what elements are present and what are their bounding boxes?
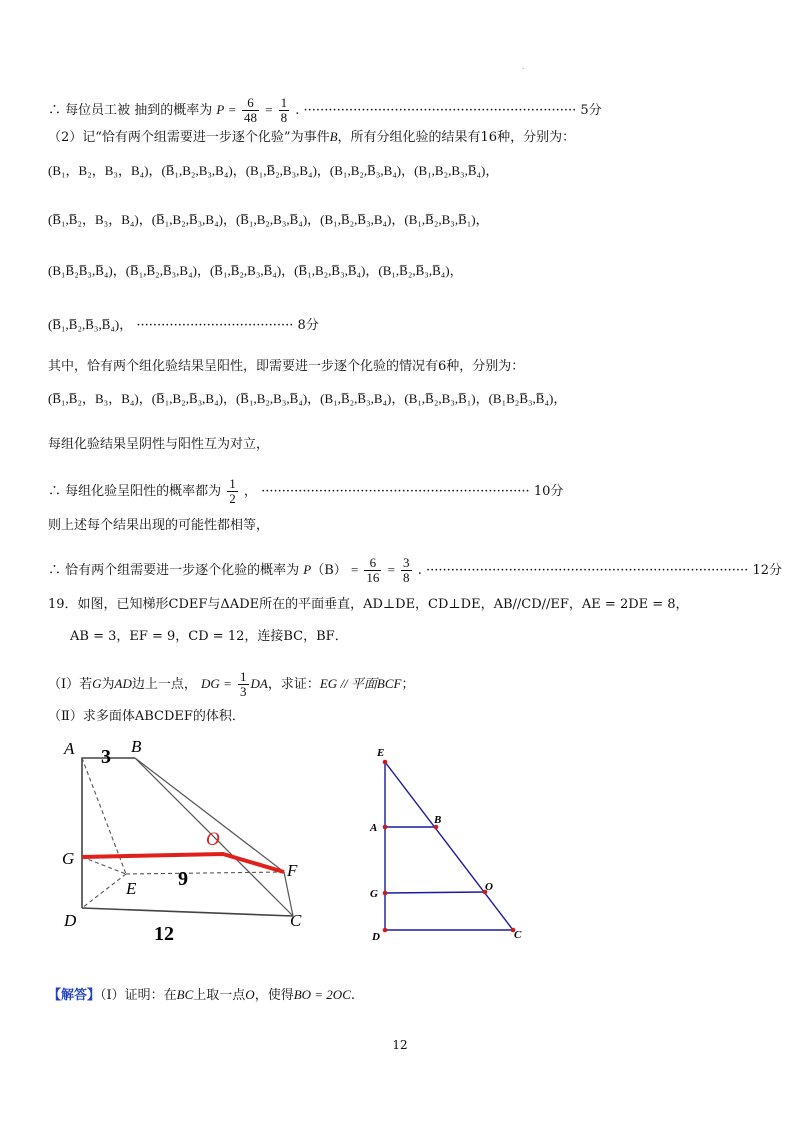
part1-frac: $\frac{1}{3}$ — [240, 669, 247, 699]
outcomes-row-2: (B̅₁,B̅₂，B₃，B₄)，(B̅₁,B₂,B̅₃,B₄)，(B̅₁,B₂,B₃,B̅₄)，(B₁,B̅₂,B̅₃,B₄)，(B₁,B̅₂,B₃,B̅₁)， — [48, 212, 489, 227]
part1-tail: ； — [401, 677, 415, 692]
fig-label-e: E — [126, 879, 137, 898]
line-prob — [48, 556, 782, 585]
edge-e-f — [126, 872, 284, 874]
q19-part1 — [48, 670, 415, 699]
fig-label-twelve: 12 — [154, 923, 174, 945]
point-g — [383, 891, 388, 896]
prob-eq2: = — [387, 562, 395, 577]
part1-pre: （Ⅰ）若 — [48, 677, 93, 692]
line1-dots: ·································································· — [303, 103, 577, 118]
answer-eq: BO = 2OC — [293, 987, 351, 1002]
half-tail: ， — [243, 484, 257, 499]
prob-eq1: = — [350, 562, 359, 577]
fig-label-c: C — [290, 911, 302, 930]
fig-label-f: F — [287, 861, 298, 880]
half-frac: $\frac{1}{2}$ — [229, 476, 236, 506]
line1-eq1: = — [228, 102, 236, 117]
part1-mid2: 边上一点， — [131, 677, 197, 692]
part1-da: DA — [250, 676, 268, 691]
outcomes-row-4-text: (B̅₁,B̅₂,B̅₃,B̅₄)， — [48, 317, 133, 332]
tri-label-c: C — [514, 929, 522, 941]
part1-dg: DG = — [201, 676, 232, 691]
prob-prefix: ∴ 恰有两个组需要进一步逐个化验的概率为 — [48, 563, 300, 578]
prob-arg: （B） — [311, 563, 347, 578]
fig-label-g: G — [62, 849, 75, 868]
fig-label-o: O — [206, 829, 220, 850]
tri-label-a: A — [370, 822, 378, 834]
prob-score: 12分 — [752, 563, 782, 578]
fig-label-d: D — [64, 911, 77, 930]
part1-bcf: BCF — [376, 676, 402, 691]
tri-label-b: B — [434, 814, 442, 826]
row4-dots: ······································ — [136, 318, 294, 333]
fig-label-b: B — [131, 737, 142, 756]
line2-event: B — [329, 129, 338, 144]
line-opposite: 每组化验结果呈阴性与阳性互为对立， — [48, 437, 270, 452]
edge-g-o — [385, 892, 485, 893]
line-probability-selected — [48, 96, 602, 125]
line1-p: P — [216, 102, 225, 117]
figure-trapezoid — [360, 742, 540, 947]
fig-label-a: A — [64, 739, 75, 758]
part1-mid: 为 — [101, 677, 115, 692]
line-equal: 则上述每个结果出现的可能性都相等， — [48, 518, 270, 533]
point-e — [383, 760, 388, 765]
line-among: 其中，恰有两个组化验结果呈阳性，即需要进一步逐个化验的情况有6种，分别为： — [48, 359, 525, 374]
tri-label-o: O — [485, 881, 493, 893]
line1-eq2: = — [265, 102, 273, 117]
edge-e-d — [82, 874, 126, 908]
fig-label-nine: 9 — [178, 868, 188, 890]
outcomes-row-3: (B₁B̅₂B̅₃,B̅₄)，(B̅₁,B̅₂,B̅₃,B₄)，(B̅₁,B̅₂,B₃,B̅₄)，(B̅₁,B₂,B̅₃,B̅₄)，(B₁,B̅₂,B̅₃,B̅₄)， — [48, 263, 463, 278]
edge-g-e — [82, 857, 126, 874]
prob-frac1: $\frac{6}{16}$ — [366, 555, 380, 585]
part1-ad: AD — [114, 676, 132, 691]
line2-text1: （2）记“恰有两个组需要进一步逐个化验”为事件 — [48, 130, 330, 145]
line1-tail: . — [295, 103, 300, 118]
outcomes-six: (B̅₁,B̅₂，B₃，B₄)，(B̅₁,B₂,B̅₃,B₄)，(B̅₁,B₂,B₃,B̅₄)，(B₁,B̅₂,B̅₃,B₄)，(B₁,B̅₂,B₃,B̅₁)，(B₁B₂B̅₃,B̅₄)， — [48, 391, 567, 406]
line1-frac2: $\frac{1}{8}$ — [280, 95, 288, 125]
q19-line2: AB = 3，EF = 9，CD = 12，连接BC，BF． — [70, 629, 348, 644]
part1-g: G — [92, 676, 102, 691]
tri-label-g: G — [370, 888, 378, 900]
page-number: 12 — [392, 1038, 408, 1052]
q19-part2: （Ⅱ）求多面体ABCDEF的体积． — [48, 709, 245, 724]
point-a — [383, 825, 388, 830]
prob-frac2: $\frac{3}{8}$ — [403, 555, 410, 585]
answer-text1: （Ⅰ）证明：在 — [100, 988, 177, 1003]
corner-tick: . — [522, 62, 525, 71]
prob-tail: . — [417, 563, 422, 578]
line1-score: 5分 — [580, 103, 602, 118]
edge-e-c — [385, 762, 513, 930]
part1-mid3: ，求证： — [267, 677, 320, 692]
row4-score: 8分 — [297, 318, 319, 333]
part1-eg: EG // 平面 — [319, 676, 377, 691]
line-event-b — [48, 128, 575, 147]
answer-tail: . — [350, 988, 356, 1003]
half-dots: ································································· — [261, 484, 530, 499]
line2-text2: ，所有分组化验的结果有16种，分别为： — [337, 130, 576, 145]
q19-line1: 19．如图，已知梯形CDEF与ΔADE所在的平面垂直，AD⊥DE，CD⊥DE，AB//CD//EF，AE = 2DE = 8， — [48, 597, 689, 612]
answer-text2: 上取一点 — [193, 988, 246, 1003]
answer-tag: 【解答】 — [48, 988, 101, 1003]
tri-label-d: D — [372, 931, 380, 943]
outcomes-row-4 — [48, 316, 319, 335]
outcomes-row-1: (B₁，B₂，B₃，B₄)，(B̅₁,B₂,B₃,B₄)，(B₁,B̅₂,B₃,B₄)，(B₁,B₂,B̅₃,B₄)，(B₁,B₂,B₃,B̅₄)， — [48, 163, 499, 178]
half-score: 10分 — [533, 484, 564, 499]
edge-d-c — [82, 908, 293, 916]
figure-solid — [60, 732, 320, 947]
line1-frac1: $\frac{6}{48}$ — [243, 95, 257, 125]
tri-label-e: E — [377, 747, 385, 759]
answer-line — [48, 986, 355, 1005]
fig-label-three: 3 — [101, 746, 111, 768]
line-half — [48, 477, 563, 506]
answer-bc: BC — [176, 987, 194, 1002]
prob-p: P — [303, 562, 312, 577]
line1-prefix: ∴ 每位员工被 抽到的概率为 — [48, 103, 213, 118]
half-prefix: ∴ 每组化验呈阳性的概率都为 — [48, 484, 222, 499]
answer-o: O — [245, 987, 255, 1002]
point-d — [383, 928, 388, 933]
prob-dots: ·············································································· — [425, 563, 749, 578]
answer-text3: ，使得 — [254, 988, 294, 1003]
